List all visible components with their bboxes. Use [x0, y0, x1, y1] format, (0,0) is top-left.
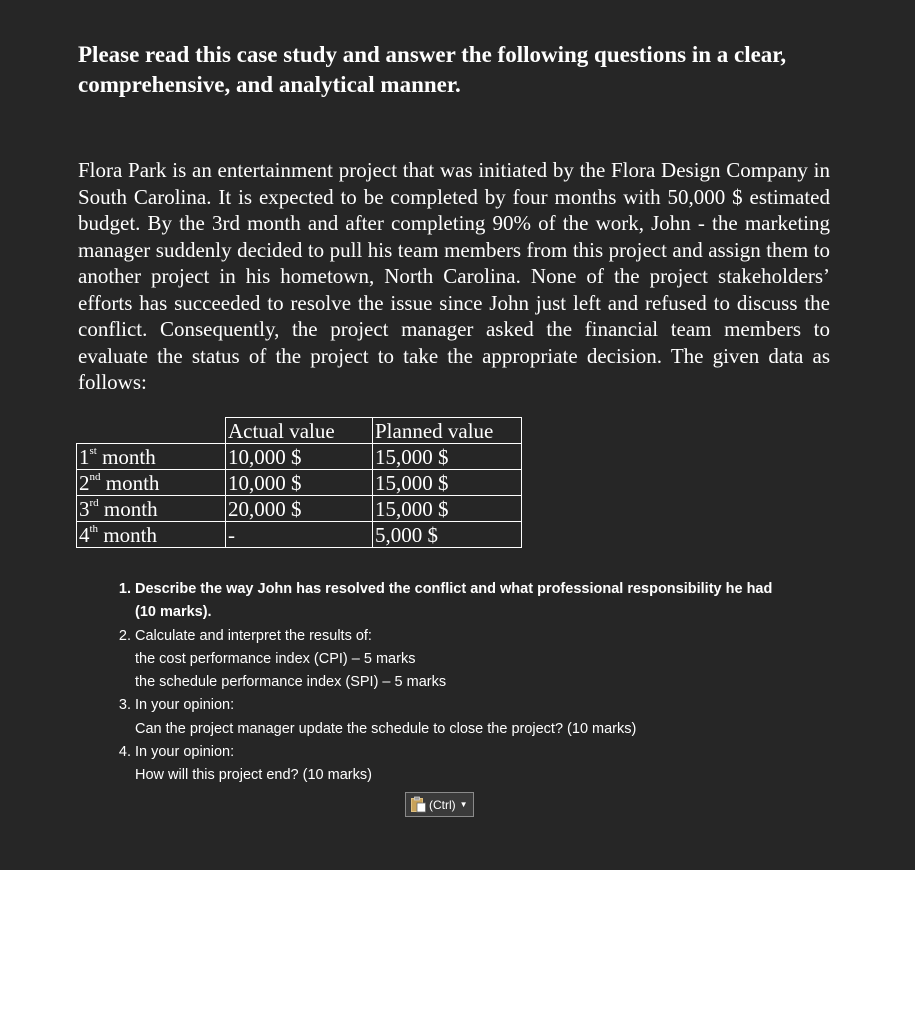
- clipboard-icon: [410, 796, 427, 813]
- table-corner-cell: [77, 418, 226, 444]
- question-2-cpi: the cost performance index (CPI) – 5 marks: [135, 650, 416, 667]
- question-item: [135, 625, 855, 695]
- month-label: 3rd month: [77, 496, 226, 522]
- question-item: [135, 578, 855, 625]
- table-row: [77, 496, 522, 522]
- paste-options-label: (Ctrl): [429, 797, 456, 812]
- question-3-text: Can the project manager update the schedule to close the project? (10 marks): [135, 720, 637, 737]
- question-4-prompt: 4. In your opinion:: [135, 744, 235, 761]
- question-1-text: 1. Describe the way John has resolved the conflict and what professional responsibility he had: [135, 581, 773, 597]
- question-3-prompt: 3. In your opinion:: [135, 697, 235, 714]
- planned-value-cell: 15,000 $: [373, 470, 522, 496]
- case-paragraph: Flora Park is an entertainment project that was initiated by the Flora Design Company in South Carolina. It is expected to be completed by four months with 50,000 $ estimated budget. By the 3rd month and after completing 90% of the work, John - the marketing manager suddenly decided to pull his team members from this project and assign them to another project in his hometown, North Carolina. None of the project stakeholders’ efforts has succeeded to resolve the issue since John just left and refused to discuss the conflict. Consequently, the project manager asked the financial team members to evaluate the status of the project to take the appropriate decision. The given data as follows:: [78, 158, 830, 394]
- planned-value-cell: 15,000 $: [373, 444, 522, 470]
- planned-value-header: Planned value: [373, 418, 522, 444]
- question-2-text: 2. Calculate and interpret the results of:: [135, 627, 372, 644]
- question-4-text: How will this project end? (10 marks): [135, 767, 372, 784]
- table-header-row: [77, 418, 522, 444]
- chevron-down-icon: ▼: [459, 800, 468, 809]
- questions-list: [107, 578, 855, 788]
- actual-value-cell: 10,000 $: [226, 470, 373, 496]
- case-study-heading: Please read this case study and answer the following questions in a clear, comprehensive, and analytical manner.: [78, 42, 787, 97]
- actual-value-cell: 20,000 $: [226, 496, 373, 522]
- month-label: 1st month: [77, 444, 226, 470]
- paste-options-button[interactable]: [405, 792, 474, 817]
- table-row: [77, 522, 522, 548]
- question-item: [135, 694, 855, 741]
- question-2-spi: the schedule performance index (SPI) – 5 marks: [135, 674, 447, 691]
- actual-value-cell: 10,000 $: [226, 444, 373, 470]
- planned-value-cell: 5,000 $: [373, 522, 522, 548]
- planned-value-cell: 15,000 $: [373, 496, 522, 522]
- project-data-table: [76, 417, 522, 548]
- table-row: [77, 470, 522, 496]
- month-label: 2nd month: [77, 470, 226, 496]
- question-item: [135, 741, 855, 788]
- table-row: [77, 444, 522, 470]
- actual-value-cell: -: [226, 522, 373, 548]
- question-1-marks: (10 marks).: [135, 604, 212, 621]
- month-label: 4th month: [77, 522, 226, 548]
- actual-value-header: Actual value: [226, 418, 373, 444]
